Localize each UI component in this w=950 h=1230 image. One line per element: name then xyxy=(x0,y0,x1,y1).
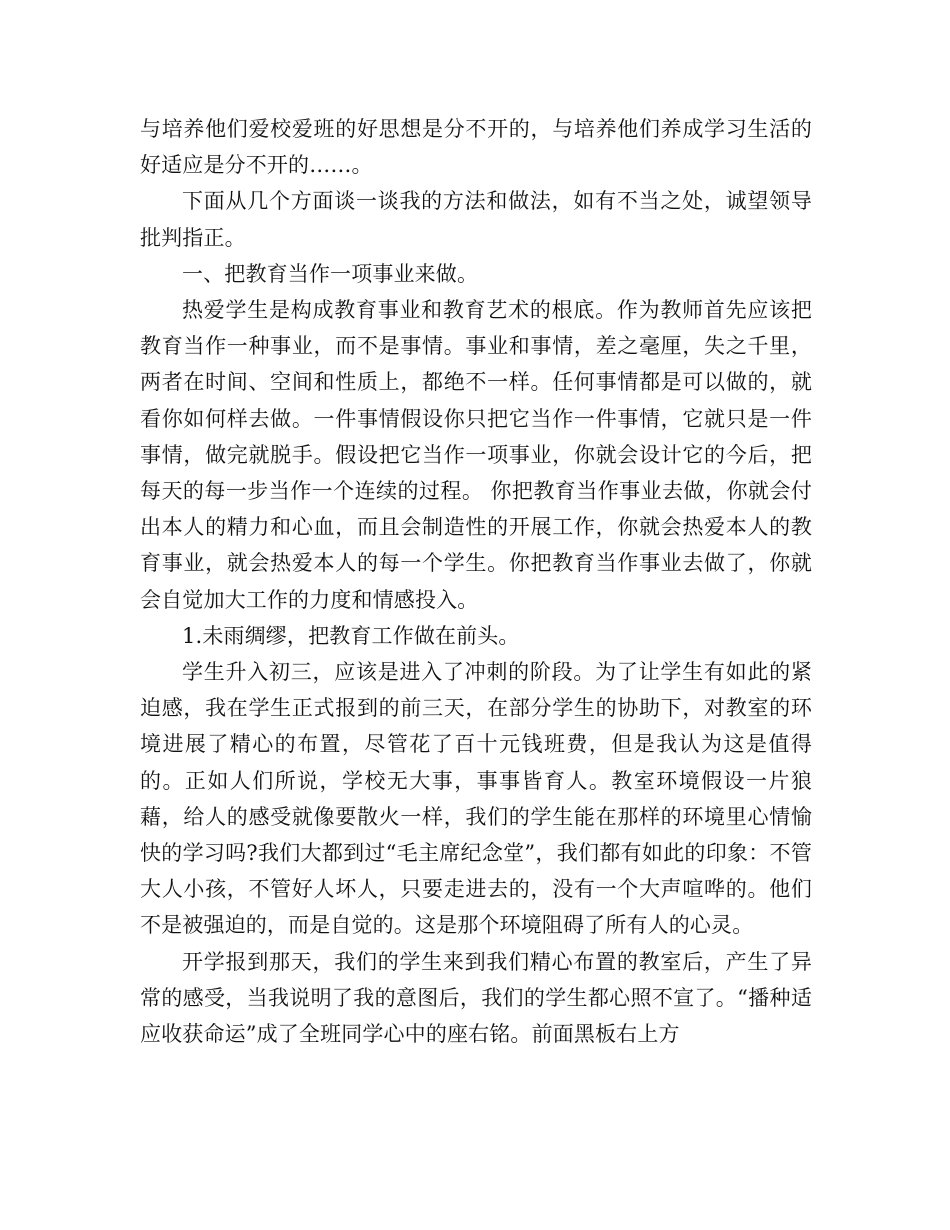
paragraph-3: 热爱学生是构成教育事业和教育艺术的根底。作为教师首先应该把教育当作一种事业，而不是事情。事业和事情，差之毫厘，失之千里，两者在时间、空间和性质上，都绝不一样。任何事情都是可以做的，就看你如何样去做。一件事情假设你只把它当作一件事情，它就只是一件事情，做完就脱手。假设把它当作一项事业，你就会设计它的今后，把每天的每一步当作一个连续的过程。 你把教育当作事业去做，你就会付出本人的精力和心血，而且会制造性的开展工作，你就会热爱本人的教育事业，就会热爱本人的每一个学生。你把教育当作事业去做了，你就会自觉加大工作的力度和情感投入。 xyxy=(140,298,812,612)
section-heading: 一、把教育当作一项事业来做。 xyxy=(182,261,479,286)
paragraph-1: 与培养他们爱校爱班的好思想是分不开的，与培养他们养成学习生活的好适应是分不开的……。 xyxy=(140,117,812,178)
paragraph-5: 开学报到那天，我们的学生来到我们精心布置的教室后，产生了异常的感受，当我说明了我的意图后，我们的学生都心照不宣了。“播种适应收获命运”成了全班同学心中的座右铭。前面黑板右上方 xyxy=(140,949,812,1047)
paragraph-2: 下面从几个方面谈一谈我的方法和做法，如有不当之处，诚望领导批判指正。 xyxy=(140,189,812,250)
paragraph-4: 学生升入初三，应该是进入了冲刺的阶段。为了让学生有如此的紧迫感，我在学生正式报到的前三天，在部分学生的协助下，对教室的环境进展了精心的布置，尽管花了百十元钱班费，但是我认为这是值得的。正如人们所说，学校无大事，事事皆育人。教室环境假设一片狼藉，给人的感受就像要散火一样，我们的学生能在那样的环境里心情愉快的学习吗?我们大都到过“毛主席纪念堂”，我们都有如此的印象：不管大人小孩，不管好人坏人，只要走进去的，没有一个大声喧哗的。他们不是被强迫的，而是自觉的。这是那个环境阻碍了所有人的心灵。 xyxy=(140,660,812,938)
subsection-heading: 1.未雨绸缪，把教育工作做在前头。 xyxy=(182,623,520,648)
document-body xyxy=(140,111,812,1052)
